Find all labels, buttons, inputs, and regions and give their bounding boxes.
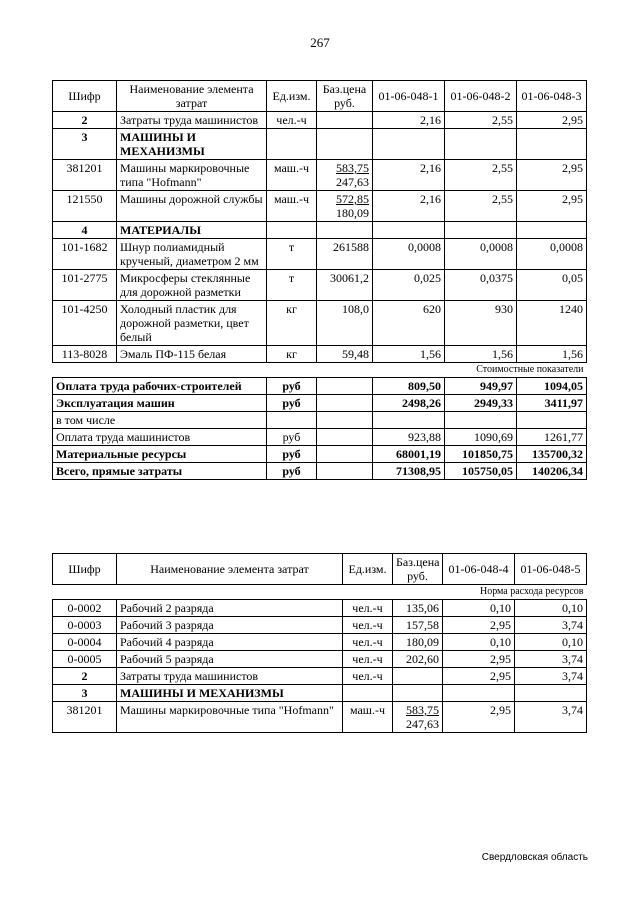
- cell-name: Рабочий 5 разряда: [117, 651, 343, 668]
- cell-code: 4: [53, 222, 117, 239]
- cell-value-1: 1,56: [373, 346, 445, 363]
- cell-unit: т: [267, 270, 317, 301]
- cell-value-1: 2,16: [373, 191, 445, 222]
- cost-empty: [317, 446, 373, 463]
- cost-name: Оплата труда машинистов: [53, 429, 267, 446]
- cost-empty: [317, 395, 373, 412]
- cell-value-1: [373, 129, 445, 160]
- price-wages: 180,09: [336, 206, 369, 220]
- cell-unit: [267, 129, 317, 160]
- header-price: Баз.цена руб.: [317, 81, 373, 112]
- cell-price: 30061,2: [317, 270, 373, 301]
- cell-price: [317, 222, 373, 239]
- cost-value-1: 2498,26: [373, 395, 445, 412]
- table-row: [53, 112, 587, 129]
- cell-name: Микросферы стеклянные для дорожной разметки: [117, 270, 267, 301]
- cell-name: Шнур полиамидный крученый, диаметром 2 мм: [117, 239, 267, 270]
- cell-value-5: 0,10: [515, 600, 587, 617]
- table-row: [53, 239, 587, 270]
- cost-value-1: 68001,19: [373, 446, 445, 463]
- header-code: Шифр: [53, 81, 117, 112]
- cell-value-5: 0,10: [515, 634, 587, 651]
- cost-unit: [267, 412, 317, 429]
- cell-name: Рабочий 4 разряда: [117, 634, 343, 651]
- cell-value-1: 0,0008: [373, 239, 445, 270]
- caption-row: [53, 585, 587, 600]
- table-caption: Стоимостные показатели: [53, 363, 587, 378]
- cell-code: 113-8028: [53, 346, 117, 363]
- cell-price: [317, 160, 373, 191]
- cell-value-2: 930: [445, 301, 517, 346]
- cell-value-1: 2,16: [373, 112, 445, 129]
- cell-value-5: 3,74: [515, 617, 587, 634]
- cost-row: [53, 463, 587, 480]
- cell-code: 101-2775: [53, 270, 117, 301]
- cell-price: [393, 685, 443, 702]
- table-row: [53, 634, 587, 651]
- cost-value-3: 3411,97: [517, 395, 587, 412]
- cost-value-2: 101850,75: [445, 446, 517, 463]
- cell-value-2: 1,56: [445, 346, 517, 363]
- cost-name: Эксплуатация машин: [53, 395, 267, 412]
- cell-name: Затраты труда машинистов: [117, 112, 267, 129]
- cell-price: 135,06: [393, 600, 443, 617]
- cost-unit: руб: [267, 395, 317, 412]
- cell-code: 381201: [53, 160, 117, 191]
- cost-name: Оплата труда рабочих-строителей: [53, 378, 267, 395]
- cell-unit: чел.-ч: [343, 668, 393, 685]
- cost-value-3: 1094,05: [517, 378, 587, 395]
- cell-code: 101-1682: [53, 239, 117, 270]
- cell-unit: маш.-ч: [343, 702, 393, 733]
- table-row: [53, 270, 587, 301]
- resource-table-1: [52, 80, 587, 480]
- cell-unit: чел.-ч: [343, 651, 393, 668]
- cost-name: Материальные ресурсы: [53, 446, 267, 463]
- cell-price: 261588: [317, 239, 373, 270]
- cell-code: 0-0005: [53, 651, 117, 668]
- cell-price: [393, 668, 443, 685]
- page-number: 267: [310, 35, 330, 50]
- header-name: Наименование элемента затрат: [117, 554, 343, 585]
- cell-code: 2: [53, 112, 117, 129]
- cost-value-3: 135700,32: [517, 446, 587, 463]
- cell-unit: кг: [267, 346, 317, 363]
- cell-value-2: 2,55: [445, 191, 517, 222]
- cost-row: [53, 446, 587, 463]
- cell-value-4: 2,95: [443, 651, 515, 668]
- cell-name: Машины маркировочные типа "Hofmann": [117, 702, 343, 733]
- cell-value-3: 0,0008: [517, 239, 587, 270]
- header-col-1: 01-06-048-1: [373, 81, 445, 112]
- cost-row: [53, 378, 587, 395]
- cell-value-3: 1,56: [517, 346, 587, 363]
- cost-row: [53, 412, 587, 429]
- price-total: 583,75: [336, 161, 369, 175]
- cost-row: [53, 429, 587, 446]
- section-row: [53, 129, 587, 160]
- cell-unit: чел.-ч: [343, 600, 393, 617]
- cell-value-3: 2,95: [517, 191, 587, 222]
- cell-unit: маш.-ч: [267, 160, 317, 191]
- cell-code: 3: [53, 685, 117, 702]
- cell-code: 101-4250: [53, 301, 117, 346]
- cell-name: Эмаль ПФ-115 белая: [117, 346, 267, 363]
- cost-value-2: 1090,69: [445, 429, 517, 446]
- cost-empty: [317, 463, 373, 480]
- cell-value-3: 2,95: [517, 160, 587, 191]
- cell-unit: [343, 685, 393, 702]
- cell-value-3: [517, 129, 587, 160]
- cost-name: в том числе: [53, 412, 267, 429]
- cell-value-3: 1240: [517, 301, 587, 346]
- cell-value-3: [517, 222, 587, 239]
- table-row: [53, 617, 587, 634]
- cell-value-4: 0,10: [443, 634, 515, 651]
- cell-price: 108,0: [317, 301, 373, 346]
- cell-price: [317, 112, 373, 129]
- cell-name: МАШИНЫ И МЕХАНИЗМЫ: [117, 129, 267, 160]
- cell-value-2: 0,0375: [445, 270, 517, 301]
- cost-value-1: 809,50: [373, 378, 445, 395]
- cell-code: 3: [53, 129, 117, 160]
- section-row: [53, 222, 587, 239]
- cost-value-3: [517, 412, 587, 429]
- price-total: 583,75: [406, 703, 439, 717]
- cost-empty: [317, 412, 373, 429]
- header-unit: Ед.изм.: [267, 81, 317, 112]
- cell-value-2: 2,55: [445, 160, 517, 191]
- cell-value-4: [443, 685, 515, 702]
- cell-unit: чел.-ч: [343, 617, 393, 634]
- header-code: Шифр: [53, 554, 117, 585]
- cost-value-2: [445, 412, 517, 429]
- cost-value-1: 71308,95: [373, 463, 445, 480]
- header-col-5: 01-06-048-5: [515, 554, 587, 585]
- cell-value-2: 2,55: [445, 112, 517, 129]
- cell-value-5: 3,74: [515, 702, 587, 733]
- cost-name: Всего, прямые затраты: [53, 463, 267, 480]
- table-row: [53, 600, 587, 617]
- cost-empty: [317, 378, 373, 395]
- cost-value-3: 140206,34: [517, 463, 587, 480]
- table-header-row: [53, 81, 587, 112]
- cell-price: [317, 191, 373, 222]
- resource-table-2: [52, 553, 587, 733]
- cell-price: 202,60: [393, 651, 443, 668]
- cell-code: 0-0003: [53, 617, 117, 634]
- cell-name: МАШИНЫ И МЕХАНИЗМЫ: [117, 685, 343, 702]
- cell-name: Затраты труда машинистов: [117, 668, 343, 685]
- cell-value-3: 0,05: [517, 270, 587, 301]
- cell-unit: маш.-ч: [267, 191, 317, 222]
- cell-code: 0-0004: [53, 634, 117, 651]
- cell-value-2: [445, 129, 517, 160]
- cell-value-4: 2,95: [443, 617, 515, 634]
- cost-unit: руб: [267, 378, 317, 395]
- cost-value-2: 949,97: [445, 378, 517, 395]
- cell-name: Рабочий 2 разряда: [117, 600, 343, 617]
- cost-empty: [317, 429, 373, 446]
- cell-value-1: 620: [373, 301, 445, 346]
- cell-value-5: [515, 685, 587, 702]
- cell-value-1: 0,025: [373, 270, 445, 301]
- table-header-row: [53, 554, 587, 585]
- table-row: [53, 346, 587, 363]
- cell-value-4: 0,10: [443, 600, 515, 617]
- header-col-2: 01-06-048-2: [445, 81, 517, 112]
- cell-value-1: 2,16: [373, 160, 445, 191]
- cell-price: [317, 129, 373, 160]
- cell-name: МАТЕРИАЛЫ: [117, 222, 267, 239]
- cell-price: 59,48: [317, 346, 373, 363]
- table-row: [53, 160, 587, 191]
- cell-value-1: [373, 222, 445, 239]
- cell-code: 121550: [53, 191, 117, 222]
- cost-value-1: [373, 412, 445, 429]
- cell-name: Холодный пластик для дорожной разметки, цвет белый: [117, 301, 267, 346]
- cost-unit: руб: [267, 446, 317, 463]
- cell-name: Машины маркировочные типа "Hofmann": [117, 160, 267, 191]
- price-wages: 247,63: [406, 717, 439, 731]
- cell-unit: чел.-ч: [343, 634, 393, 651]
- table-row: [53, 702, 587, 733]
- cell-value-4: 2,95: [443, 668, 515, 685]
- cost-value-3: 1261,77: [517, 429, 587, 446]
- cell-name: Машины дорожной службы: [117, 191, 267, 222]
- cell-price: [393, 702, 443, 733]
- cell-value-5: 3,74: [515, 651, 587, 668]
- cell-code: 2: [53, 668, 117, 685]
- header-unit: Ед.изм.: [343, 554, 393, 585]
- header-col-3: 01-06-048-3: [517, 81, 587, 112]
- header-name: Наименование элемента затрат: [117, 81, 267, 112]
- table-row: [53, 651, 587, 668]
- cell-price: 180,09: [393, 634, 443, 651]
- cell-price: 157,58: [393, 617, 443, 634]
- cost-row: [53, 395, 587, 412]
- section-row: [53, 685, 587, 702]
- cost-value-2: 105750,05: [445, 463, 517, 480]
- cell-value-4: 2,95: [443, 702, 515, 733]
- cost-unit: руб: [267, 429, 317, 446]
- price-total: 572,85: [336, 192, 369, 206]
- cell-unit: чел.-ч: [267, 112, 317, 129]
- cell-code: 0-0002: [53, 600, 117, 617]
- table-row: [53, 191, 587, 222]
- cost-unit: руб: [267, 463, 317, 480]
- table-caption: Норма расхода ресурсов: [53, 585, 587, 600]
- header-price: Баз.цена руб.: [393, 554, 443, 585]
- footer-region: Свердловская область: [481, 852, 588, 863]
- cell-value-2: [445, 222, 517, 239]
- header-col-4: 01-06-048-4: [443, 554, 515, 585]
- cell-code: 381201: [53, 702, 117, 733]
- caption-row: [53, 363, 587, 378]
- cell-value-5: 3,74: [515, 668, 587, 685]
- cell-unit: кг: [267, 301, 317, 346]
- cell-name: Рабочий 3 разряда: [117, 617, 343, 634]
- table-row: [53, 668, 587, 685]
- cell-unit: т: [267, 239, 317, 270]
- table-row: [53, 301, 587, 346]
- cell-value-2: 0,0008: [445, 239, 517, 270]
- cost-value-2: 2949,33: [445, 395, 517, 412]
- cell-value-3: 2,95: [517, 112, 587, 129]
- cost-value-1: 923,88: [373, 429, 445, 446]
- price-wages: 247,63: [336, 175, 369, 189]
- cell-unit: [267, 222, 317, 239]
